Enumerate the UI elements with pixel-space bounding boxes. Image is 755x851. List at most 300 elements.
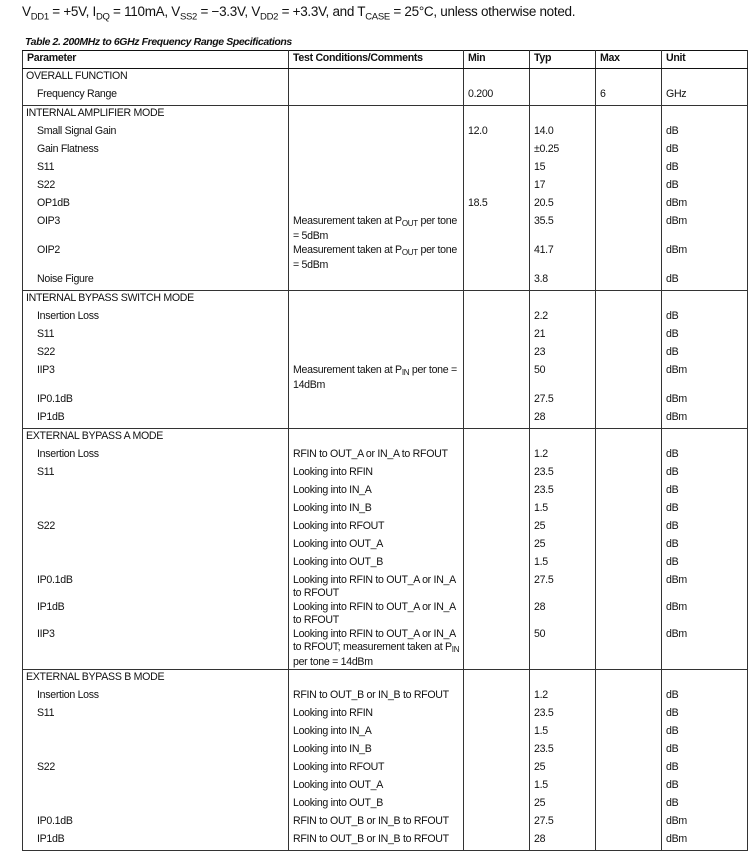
parameter-cell: Insertion Loss xyxy=(23,447,289,465)
min-cell xyxy=(464,142,530,160)
min-cell xyxy=(464,243,530,272)
min-cell: 18.5 xyxy=(464,196,530,214)
typ-cell xyxy=(530,670,596,689)
parameter-cell: OP1dB xyxy=(23,196,289,214)
typ-cell: 25 xyxy=(530,760,596,778)
typ-cell: 35.5 xyxy=(530,214,596,243)
min-cell xyxy=(464,272,530,291)
conditions-cell xyxy=(289,178,464,196)
conditions-cell xyxy=(289,410,464,429)
subscript-text: CASE xyxy=(365,11,390,23)
unit-cell: GHz xyxy=(662,87,748,106)
typ-cell: 27.5 xyxy=(530,573,596,600)
unit-cell: dB xyxy=(662,724,748,742)
conditions-text: = 25°C, unless otherwise noted. xyxy=(389,4,576,19)
table-row xyxy=(23,124,748,142)
conditions-cell: Looking into RFIN xyxy=(289,706,464,724)
typ-cell: 1.2 xyxy=(530,688,596,706)
max-cell xyxy=(596,272,662,291)
conditions-cell: Looking into OUT_B xyxy=(289,555,464,573)
max-cell: 6 xyxy=(596,87,662,106)
table-row xyxy=(23,778,748,796)
conditions-cell xyxy=(289,272,464,291)
max-cell xyxy=(596,106,662,125)
conditions-text: = +3.3V, and T xyxy=(278,4,366,19)
unit-cell: dB xyxy=(662,178,748,196)
min-cell xyxy=(464,410,530,429)
max-cell xyxy=(596,742,662,760)
table-row xyxy=(23,537,748,555)
conditions-cell xyxy=(289,345,464,363)
parameter-cell: IP0.1dB xyxy=(23,392,289,410)
max-cell xyxy=(596,363,662,392)
max-cell xyxy=(596,627,662,670)
typ-cell: 28 xyxy=(530,832,596,851)
conditions-text: = −3.3V, V xyxy=(197,4,261,19)
max-cell xyxy=(596,160,662,178)
max-cell xyxy=(596,392,662,410)
typ-cell: 2.2 xyxy=(530,309,596,327)
min-cell: 12.0 xyxy=(464,124,530,142)
typ-cell: 28 xyxy=(530,410,596,429)
conditions-cell: Looking into IN_B xyxy=(289,742,464,760)
min-cell xyxy=(464,778,530,796)
operating-conditions-line xyxy=(22,4,575,23)
min-cell xyxy=(464,345,530,363)
max-cell xyxy=(596,69,662,88)
typ-cell: 14.0 xyxy=(530,124,596,142)
conditions-cell: RFIN to OUT_B or IN_B to RFOUT xyxy=(289,814,464,832)
conditions-cell: Looking into IN_B xyxy=(289,501,464,519)
parameter-cell: Small Signal Gain xyxy=(23,124,289,142)
typ-cell: 23 xyxy=(530,345,596,363)
table-row xyxy=(23,196,748,214)
col-header-unit: Unit xyxy=(662,51,748,69)
col-header-parameter: Parameter xyxy=(23,51,289,69)
max-cell xyxy=(596,832,662,851)
max-cell xyxy=(596,124,662,142)
col-header-typ: Typ xyxy=(530,51,596,69)
unit-cell: dBm xyxy=(662,832,748,851)
table-row xyxy=(23,142,748,160)
table-row xyxy=(23,724,748,742)
conditions-cell xyxy=(289,429,464,448)
typ-cell: 21 xyxy=(530,327,596,345)
table-row xyxy=(23,688,748,706)
unit-cell: dBm xyxy=(662,814,748,832)
unit-cell xyxy=(662,69,748,88)
typ-cell: 20.5 xyxy=(530,196,596,214)
table-caption: Table 2. 200MHz to 6GHz Frequency Range Specifications xyxy=(25,36,292,48)
min-cell xyxy=(464,178,530,196)
max-cell xyxy=(596,688,662,706)
typ-cell: 27.5 xyxy=(530,392,596,410)
typ-cell: 17 xyxy=(530,178,596,196)
table-row xyxy=(23,483,748,501)
max-cell xyxy=(596,214,662,243)
max-cell xyxy=(596,600,662,627)
unit-cell: dB xyxy=(662,272,748,291)
conditions-cell xyxy=(289,196,464,214)
max-cell xyxy=(596,796,662,814)
parameter-cell xyxy=(23,537,289,555)
typ-cell xyxy=(530,429,596,448)
max-cell xyxy=(596,760,662,778)
parameter-cell: Noise Figure xyxy=(23,272,289,291)
max-cell xyxy=(596,483,662,501)
conditions-text: = 110mA, V xyxy=(109,4,180,19)
min-cell xyxy=(464,160,530,178)
conditions-text: V xyxy=(22,4,31,19)
conditions-cell: Looking into RFOUT xyxy=(289,519,464,537)
parameter-cell: OVERALL FUNCTION xyxy=(23,69,289,88)
max-cell xyxy=(596,345,662,363)
conditions-cell xyxy=(289,363,464,392)
min-cell xyxy=(464,501,530,519)
condition-text: Measurement taken at P xyxy=(293,364,402,376)
subscript-text: DD1 xyxy=(30,11,49,23)
parameter-cell: S22 xyxy=(23,345,289,363)
unit-cell: dB xyxy=(662,778,748,796)
typ-cell: 3.8 xyxy=(530,272,596,291)
table-body xyxy=(23,69,748,851)
unit-cell: dB xyxy=(662,519,748,537)
parameter-cell xyxy=(23,501,289,519)
max-cell xyxy=(596,291,662,310)
conditions-text: = +5V, I xyxy=(48,4,96,19)
section-row xyxy=(23,291,748,310)
parameter-cell: S11 xyxy=(23,160,289,178)
conditions-cell xyxy=(289,214,464,243)
min-cell xyxy=(464,814,530,832)
parameter-cell: S11 xyxy=(23,706,289,724)
unit-cell: dB xyxy=(662,742,748,760)
subscript-text: OUT xyxy=(401,248,418,257)
unit-cell: dB xyxy=(662,483,748,501)
typ-cell: 1.5 xyxy=(530,555,596,573)
subscript-text: IN xyxy=(401,368,410,377)
min-cell xyxy=(464,670,530,689)
unit-cell: dBm xyxy=(662,573,748,600)
unit-cell: dB xyxy=(662,760,748,778)
unit-cell: dBm xyxy=(662,196,748,214)
conditions-cell xyxy=(289,392,464,410)
parameter-cell: IP1dB xyxy=(23,832,289,851)
typ-cell: 23.5 xyxy=(530,706,596,724)
table-row xyxy=(23,600,748,627)
max-cell xyxy=(596,706,662,724)
typ-cell: 50 xyxy=(530,363,596,392)
condition-text: per tone = 5dBm xyxy=(293,215,457,242)
parameter-cell: INTERNAL AMPLIFIER MODE xyxy=(23,106,289,125)
parameter-cell xyxy=(23,483,289,501)
typ-cell: 1.5 xyxy=(530,724,596,742)
table-row xyxy=(23,214,748,243)
parameter-cell xyxy=(23,796,289,814)
unit-cell: dB xyxy=(662,501,748,519)
col-header-conditions: Test Conditions/Comments xyxy=(289,51,464,69)
min-cell xyxy=(464,724,530,742)
parameter-cell xyxy=(23,555,289,573)
unit-cell: dBm xyxy=(662,363,748,392)
typ-cell: 23.5 xyxy=(530,742,596,760)
table-header-row xyxy=(23,51,748,69)
typ-cell xyxy=(530,106,596,125)
max-cell xyxy=(596,327,662,345)
max-cell xyxy=(596,243,662,272)
unit-cell xyxy=(662,670,748,689)
min-cell xyxy=(464,69,530,88)
min-cell xyxy=(464,573,530,600)
min-cell xyxy=(464,392,530,410)
max-cell xyxy=(596,778,662,796)
min-cell xyxy=(464,291,530,310)
table-row xyxy=(23,410,748,429)
parameter-cell: IP1dB xyxy=(23,410,289,429)
min-cell xyxy=(464,760,530,778)
parameter-cell: S11 xyxy=(23,465,289,483)
conditions-cell xyxy=(289,142,464,160)
conditions-cell xyxy=(289,309,464,327)
typ-cell: 1.5 xyxy=(530,778,596,796)
unit-cell xyxy=(662,291,748,310)
parameter-cell: Frequency Range xyxy=(23,87,289,106)
max-cell xyxy=(596,724,662,742)
typ-cell: 25 xyxy=(530,796,596,814)
table-row xyxy=(23,327,748,345)
parameter-cell: INTERNAL BYPASS SWITCH MODE xyxy=(23,291,289,310)
table-row xyxy=(23,363,748,392)
conditions-cell: RFIN to OUT_B or IN_B to RFOUT xyxy=(289,688,464,706)
parameter-cell: S11 xyxy=(23,327,289,345)
max-cell xyxy=(596,447,662,465)
conditions-cell: Looking into RFOUT xyxy=(289,760,464,778)
parameter-cell: S22 xyxy=(23,178,289,196)
typ-cell: 25 xyxy=(530,519,596,537)
table-row xyxy=(23,742,748,760)
table-row xyxy=(23,178,748,196)
condition-text: per tone = 5dBm xyxy=(293,244,457,271)
min-cell xyxy=(464,688,530,706)
typ-cell: 50 xyxy=(530,627,596,670)
table-row xyxy=(23,706,748,724)
typ-cell: 41.7 xyxy=(530,243,596,272)
typ-cell xyxy=(530,69,596,88)
unit-cell: dB xyxy=(662,688,748,706)
parameter-cell: S22 xyxy=(23,519,289,537)
min-cell xyxy=(464,519,530,537)
unit-cell: dBm xyxy=(662,410,748,429)
conditions-cell xyxy=(289,87,464,106)
condition-text: per tone = 14dBm xyxy=(293,656,373,668)
col-header-min: Min xyxy=(464,51,530,69)
section-row xyxy=(23,429,748,448)
conditions-cell: Looking into OUT_A xyxy=(289,537,464,555)
unit-cell: dBm xyxy=(662,243,748,272)
max-cell xyxy=(596,196,662,214)
typ-cell: 27.5 xyxy=(530,814,596,832)
typ-cell: 15 xyxy=(530,160,596,178)
conditions-cell: RFIN to OUT_A or IN_A to RFOUT xyxy=(289,447,464,465)
conditions-cell xyxy=(289,627,464,670)
parameter-cell: EXTERNAL BYPASS B MODE xyxy=(23,670,289,689)
min-cell xyxy=(464,832,530,851)
parameter-cell: Insertion Loss xyxy=(23,309,289,327)
specifications-table xyxy=(22,50,748,851)
max-cell xyxy=(596,537,662,555)
unit-cell: dB xyxy=(662,555,748,573)
unit-cell: dB xyxy=(662,537,748,555)
max-cell xyxy=(596,410,662,429)
conditions-cell xyxy=(289,124,464,142)
min-cell xyxy=(464,555,530,573)
min-cell: 0.200 xyxy=(464,87,530,106)
conditions-cell: Looking into OUT_B xyxy=(289,796,464,814)
typ-cell xyxy=(530,87,596,106)
unit-cell: dB xyxy=(662,706,748,724)
table-row xyxy=(23,796,748,814)
min-cell xyxy=(464,214,530,243)
min-cell xyxy=(464,447,530,465)
parameter-cell: OIP2 xyxy=(23,243,289,272)
min-cell xyxy=(464,483,530,501)
section-row xyxy=(23,670,748,689)
unit-cell: dB xyxy=(662,309,748,327)
typ-cell: 23.5 xyxy=(530,483,596,501)
min-cell xyxy=(464,796,530,814)
subscript-text: OUT xyxy=(401,219,418,228)
max-cell xyxy=(596,429,662,448)
max-cell xyxy=(596,519,662,537)
unit-cell: dB xyxy=(662,447,748,465)
unit-cell: dB xyxy=(662,142,748,160)
parameter-cell: S22 xyxy=(23,760,289,778)
table-row xyxy=(23,555,748,573)
conditions-cell xyxy=(289,327,464,345)
subscript-text: SS2 xyxy=(179,11,198,23)
condition-text: per tone = 14dBm xyxy=(293,364,457,391)
parameter-cell: EXTERNAL BYPASS A MODE xyxy=(23,429,289,448)
unit-cell: dBm xyxy=(662,392,748,410)
conditions-cell xyxy=(289,670,464,689)
min-cell xyxy=(464,537,530,555)
subscript-text: DQ xyxy=(95,11,110,23)
unit-cell: dB xyxy=(662,796,748,814)
max-cell xyxy=(596,573,662,600)
max-cell xyxy=(596,814,662,832)
subscript-text: DD2 xyxy=(260,11,279,23)
table-row xyxy=(23,309,748,327)
parameter-cell: OIP3 xyxy=(23,214,289,243)
col-header-max: Max xyxy=(596,51,662,69)
table-row xyxy=(23,573,748,600)
condition-text: Measurement taken at P xyxy=(293,215,402,227)
parameter-cell: IP1dB xyxy=(23,600,289,627)
conditions-cell xyxy=(289,291,464,310)
table-row xyxy=(23,627,748,670)
conditions-cell xyxy=(289,106,464,125)
table-row xyxy=(23,87,748,106)
min-cell xyxy=(464,327,530,345)
min-cell xyxy=(464,429,530,448)
min-cell xyxy=(464,706,530,724)
typ-cell xyxy=(530,291,596,310)
unit-cell xyxy=(662,106,748,125)
unit-cell: dB xyxy=(662,124,748,142)
typ-cell: 23.5 xyxy=(530,465,596,483)
table-row xyxy=(23,345,748,363)
typ-cell: ±0.25 xyxy=(530,142,596,160)
min-cell xyxy=(464,465,530,483)
condition-text: Looking into RFIN to OUT_A or IN_A to RFOUT; measurement taken at P xyxy=(293,628,456,653)
parameter-cell xyxy=(23,778,289,796)
parameter-cell: IP0.1dB xyxy=(23,814,289,832)
min-cell xyxy=(464,600,530,627)
typ-cell: 28 xyxy=(530,600,596,627)
table-row xyxy=(23,814,748,832)
table-row xyxy=(23,272,748,291)
conditions-cell: RFIN to OUT_B or IN_B to RFOUT xyxy=(289,832,464,851)
table-row xyxy=(23,760,748,778)
parameter-cell: Gain Flatness xyxy=(23,142,289,160)
parameter-cell: IP0.1dB xyxy=(23,573,289,600)
unit-cell: dB xyxy=(662,465,748,483)
typ-cell: 1.2 xyxy=(530,447,596,465)
parameter-cell xyxy=(23,742,289,760)
subscript-text: IN xyxy=(451,645,460,654)
max-cell xyxy=(596,309,662,327)
unit-cell: dBm xyxy=(662,600,748,627)
max-cell xyxy=(596,501,662,519)
parameter-cell: Insertion Loss xyxy=(23,688,289,706)
min-cell xyxy=(464,627,530,670)
unit-cell: dB xyxy=(662,327,748,345)
table-row xyxy=(23,501,748,519)
typ-cell: 1.5 xyxy=(530,501,596,519)
conditions-cell: Looking into OUT_A xyxy=(289,778,464,796)
min-cell xyxy=(464,363,530,392)
table-row xyxy=(23,465,748,483)
min-cell xyxy=(464,106,530,125)
conditions-cell: Looking into RFIN to OUT_A or IN_A to RFOUT xyxy=(289,600,464,627)
table-row xyxy=(23,243,748,272)
parameter-cell xyxy=(23,724,289,742)
max-cell xyxy=(596,465,662,483)
max-cell xyxy=(596,555,662,573)
condition-text: Measurement taken at P xyxy=(293,244,402,256)
conditions-cell xyxy=(289,160,464,178)
conditions-cell: Looking into RFIN xyxy=(289,465,464,483)
max-cell xyxy=(596,178,662,196)
max-cell xyxy=(596,142,662,160)
table-row xyxy=(23,392,748,410)
unit-cell: dB xyxy=(662,345,748,363)
table-row xyxy=(23,160,748,178)
unit-cell: dBm xyxy=(662,214,748,243)
min-cell xyxy=(464,309,530,327)
table-row xyxy=(23,447,748,465)
section-row xyxy=(23,106,748,125)
min-cell xyxy=(464,742,530,760)
unit-cell: dB xyxy=(662,160,748,178)
max-cell xyxy=(596,670,662,689)
typ-cell: 25 xyxy=(530,537,596,555)
conditions-cell xyxy=(289,69,464,88)
section-row xyxy=(23,69,748,88)
table-row xyxy=(23,832,748,851)
conditions-cell: Looking into RFIN to OUT_A or IN_A to RFOUT xyxy=(289,573,464,600)
table-row xyxy=(23,519,748,537)
